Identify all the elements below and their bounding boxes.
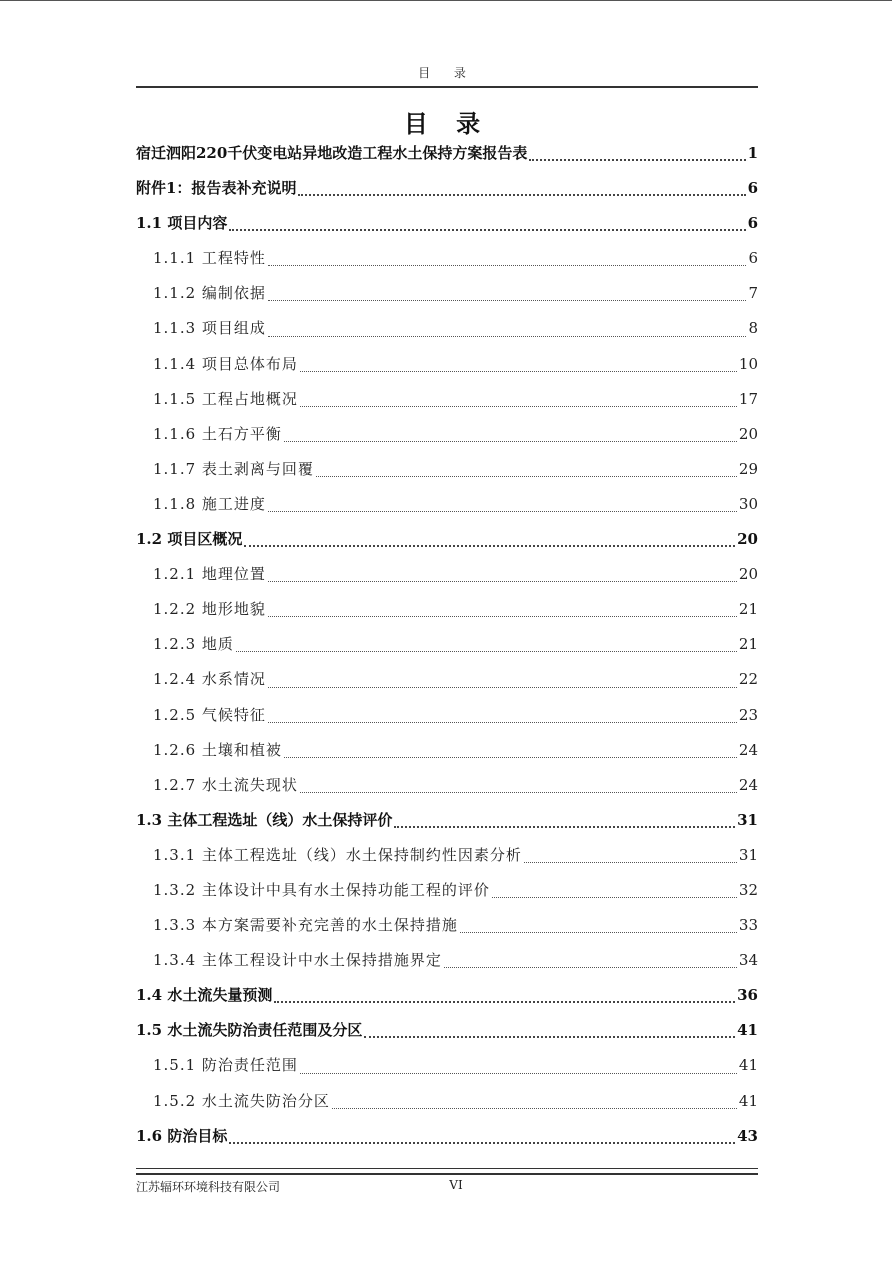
- toc-entry-page: 32: [738, 880, 758, 899]
- toc-entry-title: 1.3.2 主体设计中具有水土保持功能工程的评价: [153, 880, 490, 899]
- dot-leader: [300, 370, 737, 372]
- toc-entry-section[interactable]: [136, 311, 758, 346]
- dot-leader: [268, 299, 747, 301]
- toc-entry-section[interactable]: [136, 557, 758, 592]
- dot-leader: [524, 861, 737, 863]
- dot-leader: [268, 264, 747, 266]
- dot-leader: [300, 1072, 737, 1074]
- footer-page-number: VI: [449, 1178, 463, 1192]
- toc-entry-section[interactable]: [136, 592, 758, 627]
- toc-entry-title: 附件1：报告表补充说明: [136, 179, 297, 198]
- toc-entry-page: 1: [747, 144, 758, 162]
- toc-entry-page: 24: [738, 775, 758, 794]
- toc-entry-section[interactable]: [136, 838, 758, 873]
- dot-leader: [394, 824, 735, 828]
- toc-entry-title: 1.2.1 地理位置: [153, 565, 266, 584]
- toc-entry-section[interactable]: [136, 943, 758, 978]
- toc-entry-chapter[interactable]: [136, 1119, 758, 1154]
- toc-entry-page: 6: [748, 249, 758, 268]
- toc-entry-chapter[interactable]: [136, 522, 758, 557]
- dot-leader: [244, 543, 735, 547]
- dot-leader: [268, 686, 737, 688]
- dot-leader: [274, 999, 735, 1003]
- toc-entry-title: 1.1.8 施工进度: [153, 494, 266, 513]
- toc-entry-title: 1.2.6 土壤和植被: [153, 740, 282, 759]
- dot-leader: [492, 896, 737, 898]
- toc-entry-page: 21: [738, 600, 758, 619]
- toc-entry-chapter[interactable]: [136, 171, 758, 206]
- toc-entry-title: 1.3.1 主体工程选址（线）水土保持制约性因素分析: [153, 845, 522, 864]
- toc-entry-section[interactable]: [136, 241, 758, 276]
- toc-entry-title: 1.6 防治目标: [136, 1126, 228, 1145]
- footer-company: 江苏辐环环境科技有限公司: [136, 1180, 281, 1194]
- toc-entry-page: 20: [738, 565, 758, 584]
- toc-entry-page: 34: [738, 951, 758, 970]
- dot-leader: [268, 580, 737, 582]
- toc-entry-section[interactable]: [136, 1048, 758, 1083]
- toc-entry-page: 36: [737, 986, 758, 1005]
- toc-entry-title: 1.1.7 表土剥离与回覆: [153, 459, 314, 478]
- dot-leader: [300, 405, 737, 407]
- toc-entry-page: 10: [738, 354, 758, 373]
- toc-entry-title: 1.4 水土流失量预测: [136, 986, 273, 1005]
- dot-leader: [229, 1140, 735, 1144]
- toc-entry-section[interactable]: [136, 487, 758, 522]
- dot-leader: [332, 1107, 737, 1109]
- dot-leader: [268, 335, 747, 337]
- dot-leader: [229, 227, 745, 231]
- toc-entry-title: 1.1.3 项目组成: [153, 319, 266, 338]
- toc-entry-page: 20: [737, 530, 758, 549]
- toc-entry-page: 23: [738, 705, 758, 724]
- toc-entry-page: 17: [738, 389, 758, 408]
- toc-entry-title: 1.2.4 水系情况: [153, 670, 266, 689]
- toc-entry-title: 1.2 项目区概况: [136, 530, 243, 549]
- dot-leader: [298, 192, 745, 196]
- toc-entry-title: 1.1.2 编制依据: [153, 284, 266, 303]
- table-of-contents: [136, 136, 758, 1154]
- toc-entry-chapter[interactable]: [136, 136, 758, 171]
- toc-entry-title: 宿迁泗阳220千伏变电站异地改造工程水土保持方案报告表: [136, 144, 528, 162]
- toc-entry-chapter[interactable]: [136, 206, 758, 241]
- running-header: 目 录: [136, 64, 758, 88]
- toc-entry-page: 41: [737, 1021, 758, 1040]
- toc-entry-page: 30: [738, 494, 758, 513]
- toc-entry-title: 1.1 项目内容: [136, 214, 228, 233]
- toc-entry-title: 1.3.4 主体工程设计中水土保持措施界定: [153, 951, 442, 970]
- toc-entry-page: 41: [738, 1091, 758, 1110]
- toc-entry-title: 1.2.7 水土流失现状: [153, 775, 298, 794]
- footer-rule: [136, 1168, 758, 1175]
- toc-entry-section[interactable]: [136, 627, 758, 662]
- toc-entry-title: 1.5 水土流失防治责任范围及分区: [136, 1021, 363, 1040]
- toc-entry-title: 1.1.4 项目总体布局: [153, 354, 298, 373]
- toc-entry-page: 29: [738, 459, 758, 478]
- toc-entry-page: 31: [737, 810, 758, 829]
- page-title: 目 录: [403, 110, 491, 138]
- dot-leader: [284, 440, 737, 442]
- toc-entry-page: 6: [747, 179, 758, 198]
- dot-leader: [460, 931, 737, 933]
- dot-leader: [268, 615, 737, 617]
- toc-entry-section[interactable]: [136, 908, 758, 943]
- toc-entry-section[interactable]: [136, 276, 758, 311]
- dot-leader: [529, 157, 745, 161]
- toc-entry-page: 7: [748, 284, 758, 303]
- toc-entry-chapter[interactable]: [136, 803, 758, 838]
- toc-entry-page: 20: [738, 424, 758, 443]
- toc-entry-page: 6: [747, 214, 758, 233]
- toc-entry-chapter[interactable]: [136, 978, 758, 1013]
- toc-entry-page: 21: [738, 635, 758, 654]
- toc-entry-title: 1.1.5 工程占地概况: [153, 389, 298, 408]
- toc-entry-section[interactable]: [136, 417, 758, 452]
- toc-entry-title: 1.2.2 地形地貌: [153, 600, 266, 619]
- toc-entry-section[interactable]: [136, 768, 758, 803]
- toc-entry-title: 1.3 主体工程选址（线）水土保持评价: [136, 810, 393, 829]
- dot-leader: [316, 475, 737, 477]
- toc-entry-title: 1.1.1 工程特性: [153, 249, 266, 268]
- toc-entry-section[interactable]: [136, 873, 758, 908]
- toc-entry-section[interactable]: [136, 382, 758, 417]
- dot-leader: [236, 650, 737, 652]
- dot-leader: [300, 791, 737, 793]
- toc-entry-page: 41: [738, 1056, 758, 1075]
- toc-entry-section[interactable]: [136, 347, 758, 382]
- toc-entry-section[interactable]: [136, 733, 758, 768]
- page-top-border: [0, 0, 892, 1]
- toc-entry-section[interactable]: [136, 452, 758, 487]
- toc-entry-title: 1.5.1 防治责任范围: [153, 1056, 298, 1075]
- toc-entry-page: 33: [738, 916, 758, 935]
- toc-entry-section[interactable]: [136, 698, 758, 733]
- toc-entry-section[interactable]: [136, 1084, 758, 1119]
- dot-leader: [268, 721, 737, 723]
- toc-entry-page: 43: [737, 1126, 758, 1145]
- toc-entry-title: 1.1.6 土石方平衡: [153, 424, 282, 443]
- toc-entry-title: 1.5.2 水土流失防治分区: [153, 1091, 330, 1110]
- toc-entry-page: 8: [748, 319, 758, 338]
- toc-entry-page: 24: [738, 740, 758, 759]
- toc-entry-title: 1.2.3 地质: [153, 635, 234, 654]
- toc-entry-page: 22: [738, 670, 758, 689]
- dot-leader: [364, 1034, 735, 1038]
- dot-leader: [284, 756, 737, 758]
- toc-entry-section[interactable]: [136, 662, 758, 697]
- dot-leader: [444, 966, 737, 968]
- toc-entry-chapter[interactable]: [136, 1013, 758, 1048]
- toc-entry-title: 1.3.3 本方案需要补充完善的水土保持措施: [153, 916, 458, 935]
- toc-entry-page: 31: [738, 845, 758, 864]
- dot-leader: [268, 510, 737, 512]
- toc-entry-title: 1.2.5 气候特征: [153, 705, 266, 724]
